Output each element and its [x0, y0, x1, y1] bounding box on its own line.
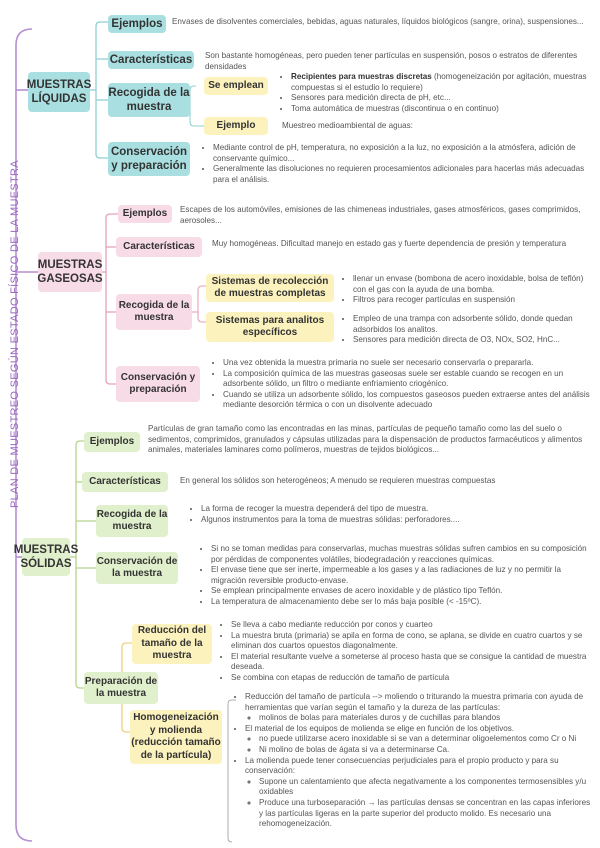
solidas-recogida-node: Recogida de la muestra	[96, 505, 168, 537]
gaseosas-conservacion-list	[214, 358, 592, 411]
solidas-preparacion-node: Preparación de la muestra	[84, 672, 158, 704]
homogeneizacion-list	[236, 692, 594, 830]
list-item-text: Toma automática de muestras (discontinua o en continuo)	[291, 103, 499, 113]
gaseosas-sistemas-completas-node: Sistemas de recolección de muestras completas	[206, 274, 334, 302]
list-item-text: Sensores para medición directa de pH, etc...	[291, 93, 451, 103]
liquidas-caracteristicas-text: Son bastante homogéneas, pero pueden tener partículas en suspensión, posos o estratos de diferentes densidades	[205, 51, 578, 71]
list-item: • Se combina con etapas de reducción de tamaño de partícula	[231, 673, 590, 684]
liquidas-ejemplos-text: Envases de disolventes comerciales, bebidas, aguas naturales, líquidos biológicos (sangre, orina), suspensiones...	[172, 17, 584, 26]
list-item: • Algunos instrumentos para la toma de muestras sólidas: perforadores....	[201, 515, 590, 526]
list-item	[245, 724, 594, 756]
list-item-bold: Recipientes para muestras discretas	[291, 72, 432, 81]
list-item: • Cuando se utiliza un adsorbente sólido, los compuestos gaseosos pueden extraerse antes del análisis mediante desorción térmica o con un disolvente adecuado	[223, 390, 592, 411]
reduccion-tamano-node: Reducción del tamaño de la muestra	[132, 624, 212, 664]
list-item: • Si no se toman medidas para conservarlas, muchas muestras sólidas sufren cambios en su composición por pérdidas de componentes volátiles, biodegradación y reacciones químicas.	[211, 544, 590, 565]
list-item	[245, 756, 594, 830]
solidas-conservacion-node: Conservación de la muestra	[96, 552, 178, 584]
gaseosas-caracteristicas-node: Características	[116, 237, 202, 257]
liquidas-se-emplean-node: Se emplean	[204, 77, 268, 95]
list-item-text: (homogeneización por agitación, muestras compuestas si el estudio lo requiere)	[291, 72, 587, 92]
gaseosas-ejemplos-text: Escapes de los automóviles, emisiones de las chimeneas industriales, gases atmosféricos, gases comprimidos, aerosoles...	[180, 205, 581, 225]
list-item: • Filtros para recoger partículas en suspensión	[353, 295, 590, 306]
list-item: • llenar un envase (bombona de acero inoxidable, bolsa de teflón) con el gas con la ayuda de una bomba.	[353, 274, 590, 295]
solidas-conservacion-list	[202, 544, 590, 608]
list-item: • Empleo de una trampa con adsorbente sólido, donde quedan adsorbidos los analitos.	[353, 314, 590, 335]
list-item: • La muestra bruta (primaria) se apila en forma de cono, se aplana, se divide en cuatro cuartos y se eliminan dos cuartos opuestos diagonalmente.	[231, 631, 590, 652]
solidas-recogida-list	[192, 504, 590, 525]
solidas-ejemplos-text: Partículas de gran tamaño como las encontradas en las minas, partículas de pequeño tamaño como las del suelo o sedimentos, comprimidos, granulados y cápsulas utilizadas para la dispensación de productos farmacéuticos y alimentos animales, materiales laminares como polímeros, muestras de tejidos biológicos...	[148, 424, 583, 455]
sub-list-item: ◦ Supone un calentamiento que afecta negativamente a los componentes termosensibles y/u oxidables	[259, 777, 594, 798]
sub-list-item: ◦ no puede utilizarse acero inoxidable si se van a determinar oligoelementos como Cr o Ni	[259, 734, 594, 745]
list-item	[291, 93, 592, 104]
muestras-solidas-node: MUESTRAS SÓLIDAS	[22, 538, 70, 576]
liquidas-conservacion-node: Conservación y preparación	[108, 142, 190, 176]
list-item: • Mediante control de pH, temperatura, no exposición a la luz, no exposición a la atmósfera, adición de conservante químico...	[213, 143, 592, 164]
sub-list-item: ◦ molinos de bolas para materiales duros y de cuchillas para blandos	[259, 713, 594, 724]
list-item: • La composición química de las muestras gaseosas suele ser estable cuando se recogen en un adsorbente sólido, un filtro o mediante enfriamiento criogénico.	[223, 369, 592, 390]
list-item: • La forma de recoger la muestra dependerá del tipo de muestra.	[201, 504, 590, 515]
liquidas-recogida-node: Recogida de la muestra	[108, 83, 190, 117]
list-item	[291, 104, 592, 115]
sub-list-item: ◦ Produce una turboseparación → las partículas densas se concentran en las capas inferiores y las partículas ligeras en la parte superior del producto molido. Es necesario una rehomogeneización.	[259, 798, 594, 830]
list-item: • Se lleva a cabo mediante reducción por conos y cuarteo	[231, 620, 590, 631]
muestras-liquidas-node: MUESTRAS LÍQUIDAS	[28, 72, 90, 112]
list-item: • Se emplean principalmente envases de acero inoxidable y de plástico tipo Teflón.	[211, 586, 590, 597]
liquidas-ejemplo-text: Muestreo medioambiental de aguas:	[282, 121, 413, 130]
solidas-ejemplos-node: Ejemplos	[84, 432, 140, 452]
list-item: • Una vez obtenida la muestra primaria no suele ser necesario conservarla o prepararla.	[223, 358, 592, 369]
list-item: • El envase tiene que ser inerte, impermeable a los gases y a las radiaciones de luz y no permitir la migración reversible producto-envase.	[211, 565, 590, 586]
diagram-title: PLAN DE MUESTREO SEGÚN ESTADO FÍSICO DE LA MUESTRA	[9, 160, 21, 508]
gaseosas-recogida-node: Recogida de la muestra	[116, 294, 192, 330]
liquidas-ejemplo-node: Ejemplo	[204, 117, 268, 135]
list-item: • La temperatura de almacenamiento debe ser lo más baja posible (< -15ºC).	[211, 597, 590, 608]
liquidas-caracteristicas-node: Características	[108, 51, 194, 69]
muestras-gaseosas-node: MUESTRAS GASEOSAS	[38, 252, 102, 292]
solidas-caracteristicas-text: En general los sólidos son heterogéneos; A menudo se requieren muestras compuestas	[180, 476, 496, 485]
sub-list-item: ◦ Ni molino de bolas de ágata si va a determinarse Ca.	[259, 745, 594, 756]
homogeneizacion-node: Homogeneización y molienda (reducción tamaño de la partícula)	[130, 710, 222, 764]
list-item-text: El material de los equipos de molienda se elige en función de los objetivos.	[245, 723, 515, 733]
solidas-caracteristicas-node: Características	[82, 472, 168, 492]
list-item: • El material resultante vuelve a someterse al proceso hasta que se consigue la cantidad de muestra deseada.	[231, 652, 590, 673]
list-item: • Generalmente las disoluciones no requieren procesamientos adicionales para hacerlas más adecuadas para el análisis.	[213, 164, 592, 185]
gaseosas-ejemplos-node: Ejemplos	[118, 205, 172, 223]
gaseosas-conservacion-node: Conservación y preparación	[116, 366, 200, 402]
gaseosas-caracteristicas-text: Muy homogéneas. Dificultad manejo en estado gas y fuerte dependencia de presión y temperatura	[212, 239, 567, 248]
liquidas-conservacion-list	[204, 143, 592, 185]
list-item	[291, 72, 592, 93]
list-item-text: La molienda puede tener consecuencias perjudiciales para el propio producto y para su conservación:	[245, 755, 559, 776]
liquidas-ejemplos-node: Ejemplos	[108, 15, 166, 33]
diagram-title-container	[4, 144, 24, 510]
diagram-title-svg	[4, 144, 24, 510]
gaseosas-sistemas-completas-list	[344, 274, 590, 306]
gaseosas-sistemas-analitos-node: Sistemas para analitos específicos	[206, 312, 334, 342]
reduccion-tamano-list	[222, 620, 590, 684]
list-item	[245, 692, 594, 724]
list-item: • Sensores para medición directa de O3, NOx, SO2, HnC...	[353, 335, 590, 346]
liquidas-se-emplean-list	[282, 72, 592, 114]
list-item-text: Reducción del tamaño de partícula --> moliendo o triturando la muestra primaria con ayuda de herramientas que varían según el tamaño y la dureza de las partículas:	[245, 692, 584, 712]
gaseosas-sistemas-analitos-list	[344, 314, 590, 346]
